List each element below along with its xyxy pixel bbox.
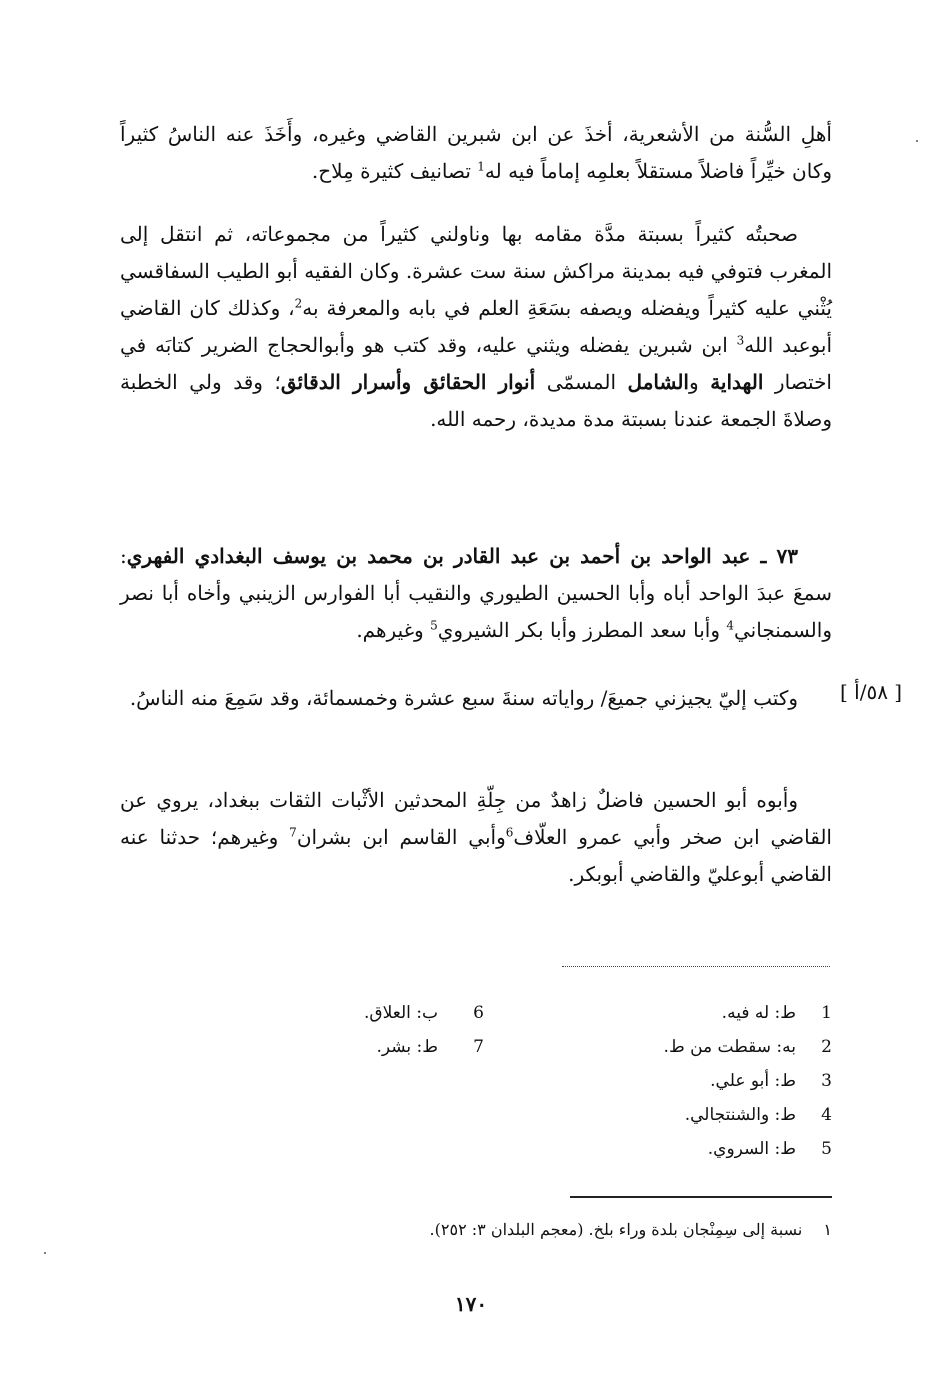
text-run: ؛ وقد ولي الخطبة وصلاةَ الجمعة عندنا بسبتة مدة مديدة، رحمه الله. xyxy=(120,370,832,431)
footnote-ref: 5 xyxy=(430,618,438,633)
book-title-anwar: أنوار الحقائق وأسرار الدقائق xyxy=(280,370,536,394)
margin-folio-note: [ ٥٨/أ ] xyxy=(840,680,903,704)
footnote-text: ط: بشر. xyxy=(376,1037,438,1057)
text-run: : سمعَ عبدَ الواحد أباه وأبا الحسين الطيوري والنقيب أبا الفوارس الزينبي وأخاه أبا نصر والسمنجاني xyxy=(120,544,832,642)
footnote-item xyxy=(664,1030,832,1064)
footnotes-column-right xyxy=(664,996,832,1166)
footnote-item xyxy=(664,1132,832,1166)
footnote-number: 7 xyxy=(473,1037,484,1057)
book-title-shamil: الشامل xyxy=(627,370,689,394)
paragraph-4 xyxy=(120,680,832,717)
footnote-ref: 2 xyxy=(294,296,303,311)
editor-footnote-number: ١ xyxy=(823,1220,832,1239)
text-run: وغيرهم. xyxy=(356,618,431,642)
page-number: ١٧٠ xyxy=(454,1292,488,1316)
text-run: تصانيف كثيرة مِلاح. xyxy=(311,159,478,183)
paragraph-2 xyxy=(120,216,832,438)
footnote-item xyxy=(364,1030,484,1064)
footnote-number: 5 xyxy=(821,1139,832,1159)
footnote-number: 4 xyxy=(821,1105,832,1125)
footnote-item xyxy=(664,996,832,1030)
text-run: المسمّى xyxy=(535,370,628,394)
text-run: وغيرهم؛ حدثنا عنه القاضي أبوعليّ والقاضي أبوبكر. xyxy=(120,825,832,886)
footnote-ref: 3 xyxy=(736,333,745,348)
text-run: ابن شبرين يفضله ويثني عليه، وقد كتب هو وأبوالحجاج الضرير كتابَه في اختصار xyxy=(120,333,832,394)
footnote-text: ط: السروي. xyxy=(707,1139,796,1159)
paragraph-5 xyxy=(120,782,832,893)
text-run: و xyxy=(689,370,711,394)
book-title-hidaya: الهداية xyxy=(710,370,764,394)
scan-speck xyxy=(916,140,918,142)
text-run: ، وكذلك كان القاضي أبوعبد الله xyxy=(120,296,832,357)
footnote-number: 1 xyxy=(821,1003,832,1023)
footnote-ref: 7 xyxy=(289,825,297,840)
scan-speck xyxy=(44,1252,46,1254)
footnote-ref: 4 xyxy=(726,618,734,633)
text-run: وأبي القاسم ابن بشران xyxy=(296,825,506,849)
text-run: وأبا سعد المطرز وأبا بكر الشيروي xyxy=(437,618,727,642)
entry-73 xyxy=(120,538,832,649)
footnote-separator-dotted xyxy=(562,966,830,967)
paragraph-1 xyxy=(120,116,832,190)
footnote-item xyxy=(664,1064,832,1098)
footnote-number: 3 xyxy=(821,1071,832,1091)
footnote-separator-solid xyxy=(570,1196,832,1198)
entry-heading: ٧٣ ـ عبد الواحد بن أحمد بن عبد القادر بن محمد بن يوسف البغدادي الفهري xyxy=(126,544,798,568)
footnote-item xyxy=(664,1098,832,1132)
footnote-text: ط: له فيه. xyxy=(721,1003,796,1023)
footnote-ref: 1 xyxy=(477,159,485,174)
editor-footnote-text: نسبة إلى سِمِنْجان بلدة وراء بلخ. (معجم البلدان ٣: ٢٥٢). xyxy=(429,1220,803,1239)
footnote-ref: 6 xyxy=(505,825,514,840)
editor-footnote xyxy=(360,1220,832,1239)
text-run: صحبتُه كثيراً بسبتة مدَّة مقامه بها وناولني كثيراً من مجموعاته، ثم انتقل إلى المغرب فتوفي فيه بمدينة مراكش سنة ست عشرة. وكان الفقيه أبو الطيب السفاقسي يُثْني عليه كثيراً ويفضله ويصفه بسَعَةِ العلم في بابه والمعرفة به xyxy=(120,222,832,320)
footnote-number: 2 xyxy=(821,1037,832,1057)
text-run: وأبوه أبو الحسين فاضلٌ زاهدٌ من جِلّةِ المحدثين الأثْبات الثقات ببغداد، يروي عن القاضي ابن صخر وأبي عمرو العلّاف xyxy=(120,788,832,849)
footnote-text: ب: العلاق. xyxy=(364,1003,438,1023)
footnotes-column-left xyxy=(364,996,484,1064)
footnote-number: 6 xyxy=(473,1003,484,1023)
footnote-text: ط: أبو علي. xyxy=(710,1071,796,1091)
footnote-item xyxy=(364,996,484,1030)
footnote-text: به: سقطت من ط. xyxy=(663,1037,796,1057)
text-run: وكتب إليّ يجيزني جميعَ/ رواياته سنةَ سبع عشرة وخمسمائة، وقد سَمِعَ منه الناسُ. xyxy=(129,686,798,710)
footnote-text: ط: والشنتجالي. xyxy=(684,1105,796,1125)
text-run: أهلِ السُّنة من الأشعرية، أخذَ عن ابن شبرين القاضي وغيره، وأَخَذَ عنه الناسُ كثيراً وكان خيِّراً فاضلاً مستقلاً بعلمِه إماماً فيه له xyxy=(120,122,832,183)
